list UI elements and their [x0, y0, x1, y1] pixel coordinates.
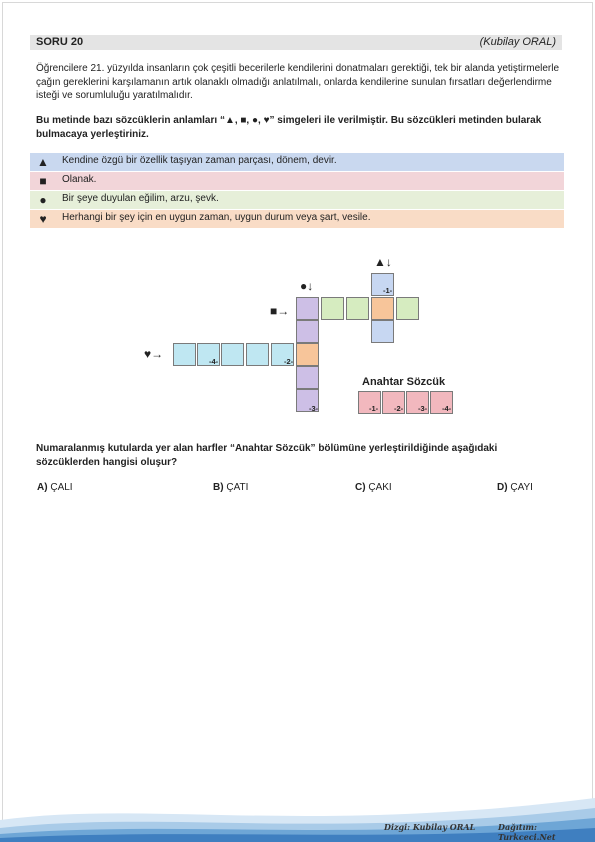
question-number: SORU 20 [36, 36, 84, 48]
puzzle-cell-triangle[interactable] [371, 320, 394, 343]
square-icon: ■ [39, 174, 47, 188]
definition-text: Kendine özgü bir özellik taşıyan zaman parçası, dönem, devir. [62, 155, 337, 166]
triangle-icon: ▲ [37, 155, 49, 169]
option-b[interactable]: B) ÇATI [213, 482, 249, 493]
cell-number-3: -3- [309, 404, 319, 413]
intro-paragraph: Öğrencilere 21. yüzyılda insanların çok çeşitli becerilerle kendilerini donatmaları gerektiği, tek bir alanda yetiştirmelerle çağın gereklerini karşılamanın artık olanaklı olmadığı anlatılmalı, onlarda kendilerine sunulan fırsatları değerlendirme isteği ve sorumluluğu yaratılmalıdır. [36, 63, 560, 102]
key-number-3: -3- [418, 404, 428, 413]
key-word-title: Anahtar Sözcük [362, 376, 446, 388]
puzzle-cell-square[interactable] [296, 320, 319, 343]
puzzle-cell-heart[interactable] [221, 343, 244, 366]
option-d[interactable]: D) ÇAYI [497, 482, 533, 493]
puzzle-cell-circle[interactable] [346, 297, 369, 320]
circle-clue-marker: ●↓ [300, 279, 314, 293]
key-number-2: -2- [394, 404, 404, 413]
triangle-clue-marker: ▲↓ [374, 255, 392, 269]
option-a[interactable]: A) ÇALI [37, 482, 73, 493]
key-number-4: -4- [442, 404, 452, 413]
footer-distribution: Dağıtım: Turkceci.Net [498, 822, 556, 842]
cell-number-1: -1- [383, 286, 393, 295]
puzzle-cell-heart[interactable] [246, 343, 269, 366]
heart-clue-marker: ♥→ [144, 347, 164, 361]
definition-text: Olanak. [62, 174, 97, 185]
square-clue-marker: ■→ [270, 304, 290, 318]
puzzle-cell-circle[interactable] [321, 297, 344, 320]
circle-icon: ● [39, 193, 47, 207]
puzzle-cell-circle[interactable] [396, 297, 419, 320]
cell-number-2: -2- [284, 357, 294, 366]
question-author: (Kubilay ORAL) [479, 36, 556, 48]
puzzle-cell-square[interactable] [296, 366, 319, 389]
option-c[interactable]: C) ÇAKI [355, 482, 392, 493]
instruction-text: Bu metinde bazı sözcüklerin anlamları “▲, ■, ●, ♥” simgeleri ile verilmiştir. Bu sözcükleri metinden bularak bulmacaya yerleştiriniz. [36, 115, 542, 140]
puzzle-cell-intersection[interactable] [296, 343, 319, 366]
definition-text: Bir şeye duyulan eğilim, arzu, şevk. [62, 193, 219, 204]
key-number-1: -1- [369, 404, 379, 413]
cell-number-4: -4- [209, 357, 219, 366]
puzzle-cell-heart[interactable] [173, 343, 196, 366]
heart-icon: ♥ [39, 212, 47, 226]
definition-text: Herhangi bir şey için en uygun zaman, uygun durum veya şart, vesile. [62, 212, 371, 223]
footer-typesetter: Dizgi: Kubilay ORAL [384, 822, 476, 832]
puzzle-cell-square[interactable] [296, 297, 319, 320]
puzzle-cell-intersection[interactable] [371, 297, 394, 320]
question-text: Numaralanmış kutularda yer alan harfler “Anahtar Sözcük” bölümüne yerleştirildiğinde aşağıdaki sözcüklerden hangisi oluşur? [36, 443, 498, 468]
